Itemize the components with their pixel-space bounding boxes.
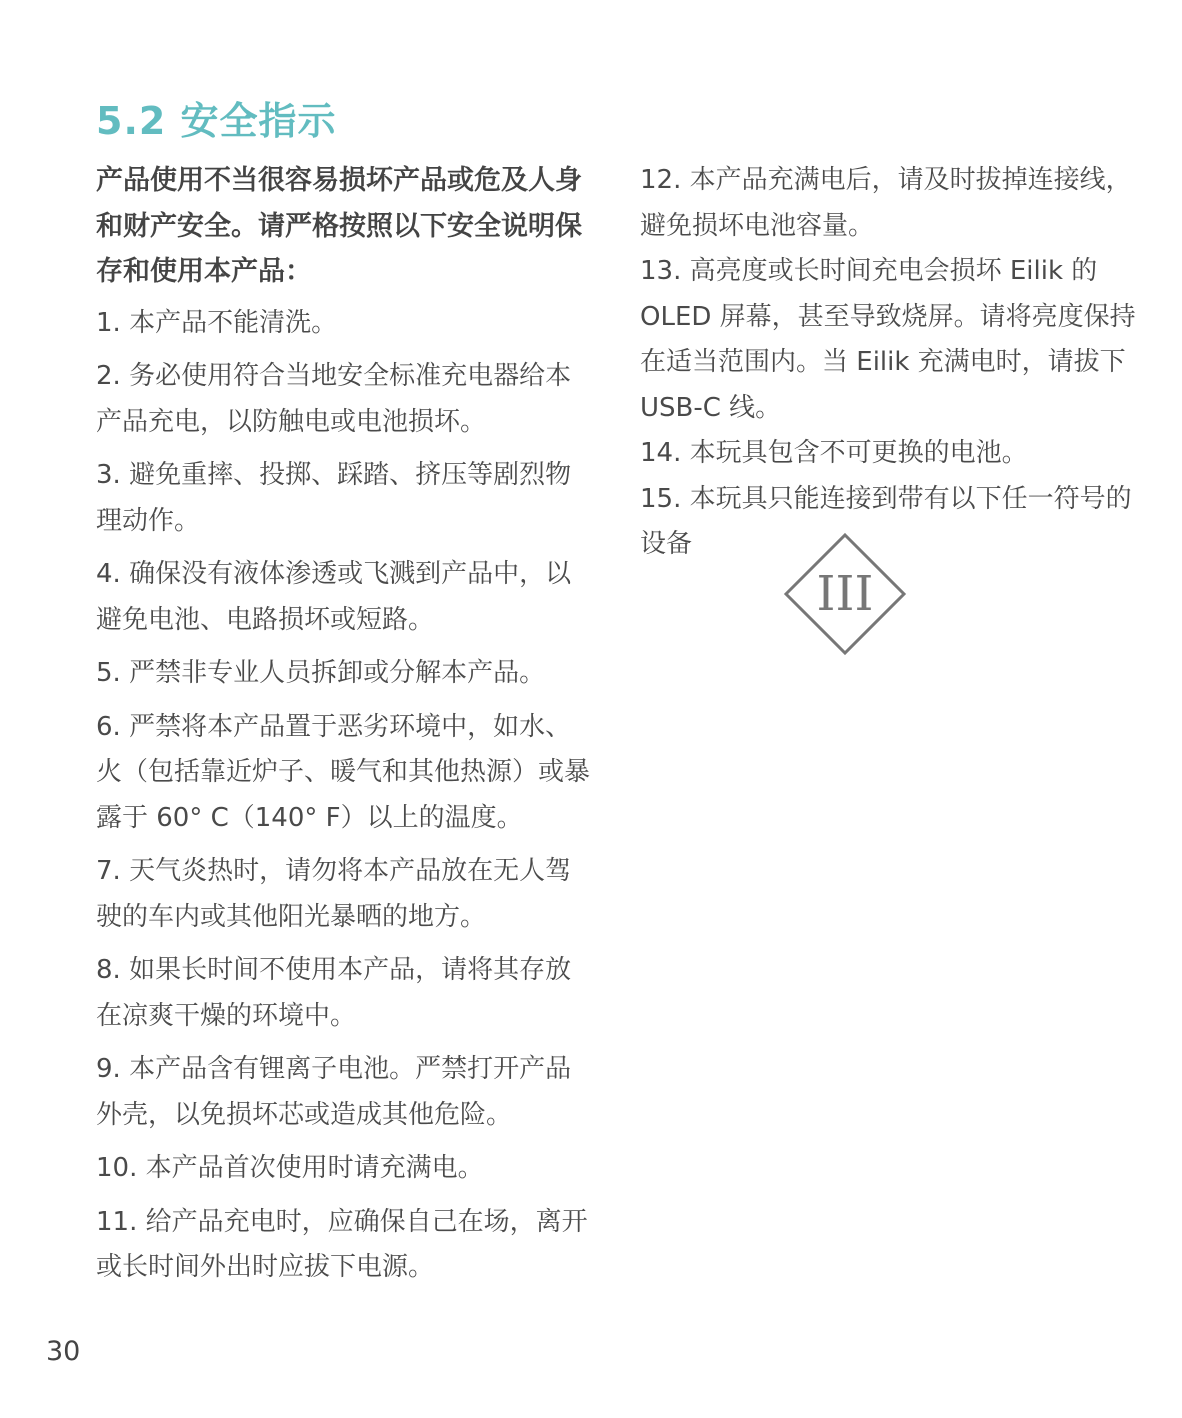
class-iii-diamond-icon — [782, 532, 908, 656]
safety-item-13: 13. 高亮度或长时间充电会损坏 Eilik 的 OLED 屏幕，甚至导致烧屏。请将亮度保持在适当范围内。当 Eilik 充满电时，请拔下 USB-C 线。 — [640, 256, 1136, 423]
safety-item-15: 15. 本玩具只能连接到带有以下任一符号的设备 — [640, 483, 1132, 559]
class-iii-label: III — [816, 566, 874, 622]
safety-item-7: 7. 天气炎热时，请勿将本产品放在无人驾驶的车内或其他阳光暴晒的地方。 — [96, 856, 572, 932]
safety-item-14: 14. 本玩具包含不可更换的电池。 — [640, 438, 1028, 468]
safety-item-10: 10. 本产品首次使用时请充满电。 — [96, 1153, 484, 1183]
safety-item-12: 12. 本产品充满电后，请及时拔掉连接线，避免损坏电池容量。 — [640, 165, 1132, 241]
safety-item-6: 6. 严禁将本产品置于恶劣环境中，如水、火（包括靠近炉子、暖气和其他热源）或暴露于 60° C（140° F）以上的温度。 — [96, 711, 591, 833]
safety-item-8: 8. 如果长时间不使用本产品，请将其存放在凉爽干燥的环境中。 — [96, 955, 572, 1031]
safety-item-11: 11. 给产品充电时，应确保自己在场，离开或长时间外出时应拔下电源。 — [96, 1206, 588, 1282]
right-column — [640, 158, 1140, 568]
safety-item-5: 5. 严禁非专业人员拆卸或分解本产品。 — [96, 658, 546, 688]
section-title: 5.2 安全指示 — [96, 99, 337, 143]
safety-item-9: 9. 本产品含有锂离子电池。严禁打开产品外壳，以免损坏芯或造成其他危险。 — [96, 1054, 572, 1130]
safety-item-3: 3. 避免重摔、投掷、踩踏、挤压等剧烈物理动作。 — [96, 460, 572, 536]
left-column — [96, 158, 596, 1299]
safety-item-4: 4. 确保没有液体渗透或飞溅到产品中，以避免电池、电路损坏或短路。 — [96, 559, 572, 635]
safety-item-1: 1. 本产品不能清洗。 — [96, 307, 338, 338]
safety-item-2: 2. 务必使用符合当地安全标准充电器给本产品充电，以防触电或电池损坏。 — [96, 361, 572, 437]
intro-text: 产品使用不当很容易损坏产品或危及人身和财产安全。请严格按照以下安全说明保存和使用本产品： — [96, 165, 582, 287]
page-number: 30 — [46, 1336, 81, 1367]
